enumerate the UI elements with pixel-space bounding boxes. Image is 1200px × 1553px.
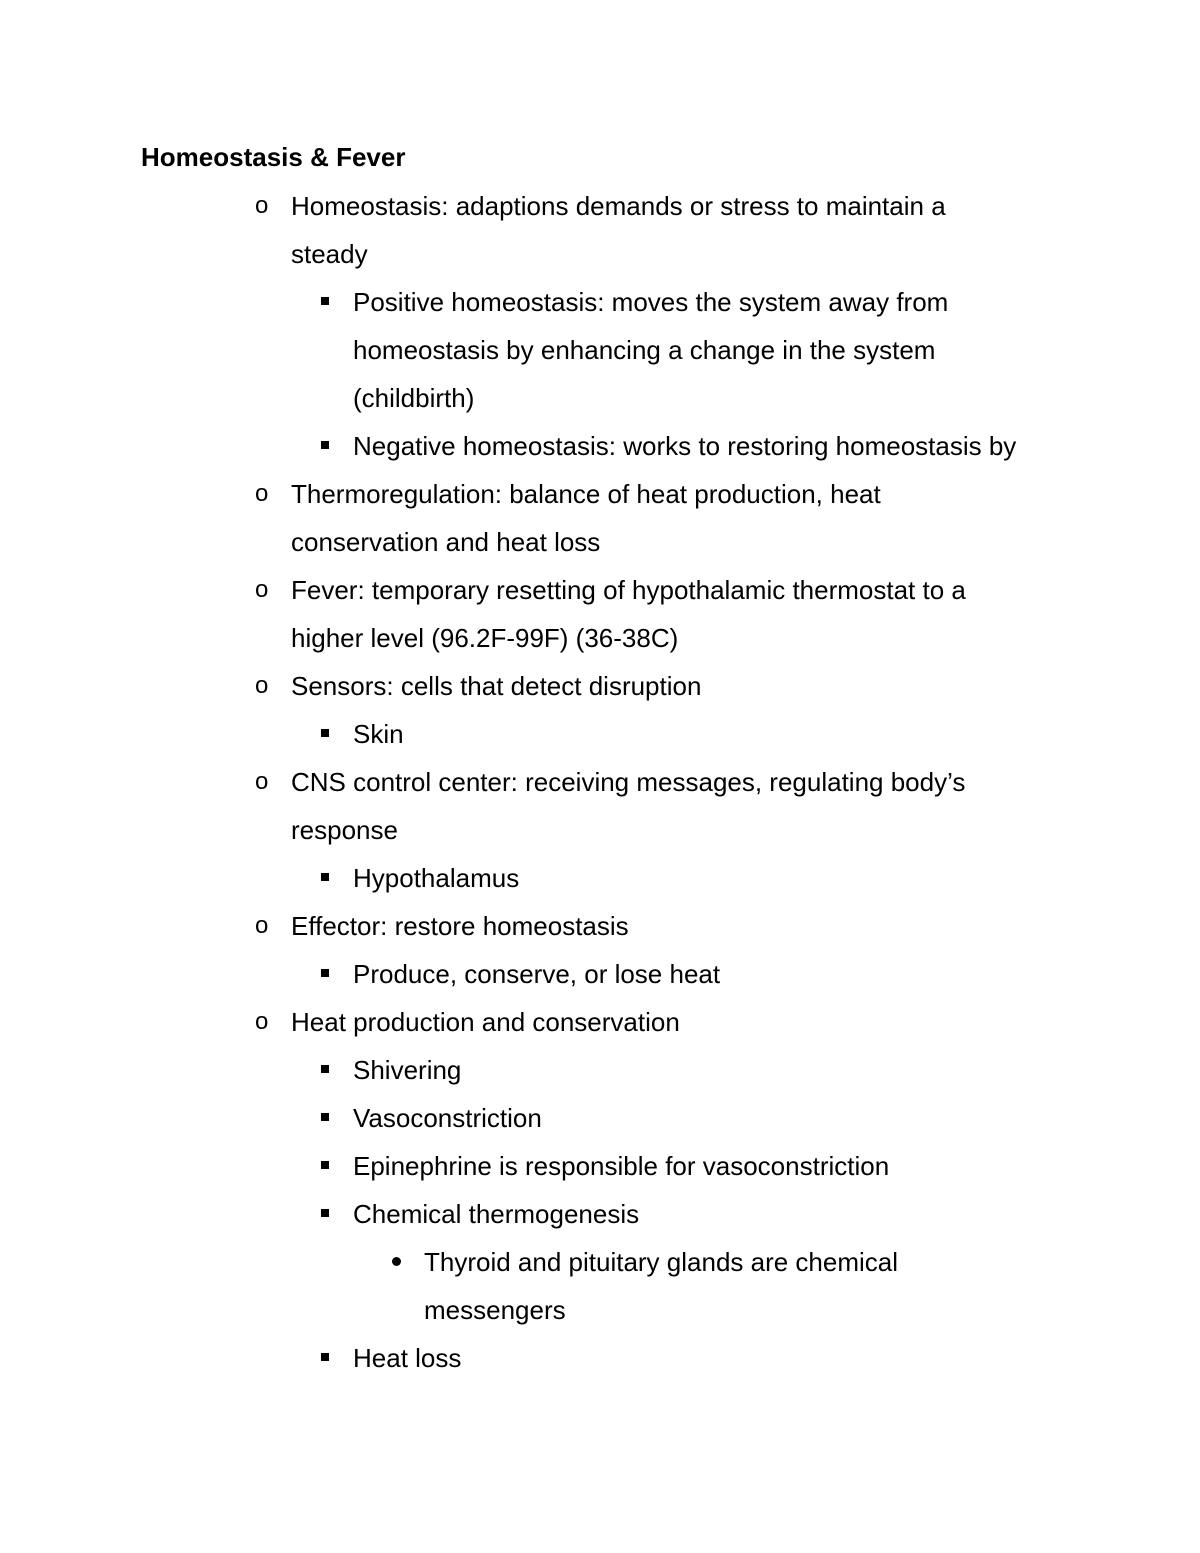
square-bullet-icon: [321, 297, 329, 305]
square-bullet-icon: [321, 729, 329, 737]
outline-item-level-2: [353, 1046, 461, 1094]
item-text-line: Vasoconstriction: [353, 1103, 542, 1133]
outline-item-level-3: [424, 1238, 898, 1334]
dot-bullet-icon: [392, 1257, 401, 1266]
outline-item-level-2: [353, 278, 948, 422]
item-text-line: Heat production and conservation: [291, 1007, 680, 1037]
circle-bullet-icon: o: [255, 576, 269, 603]
outline-item-level-2: [353, 1094, 542, 1142]
outline-item-level-1: [255, 566, 966, 662]
item-text-line: steady: [291, 239, 368, 269]
item-text-line: Hypothalamus: [353, 863, 520, 893]
circle-bullet-icon: o: [255, 768, 269, 795]
item-text-line: (childbirth): [353, 383, 475, 413]
item-text-line: Sensors: cells that detect disruption: [291, 671, 702, 701]
outline-item-level-2: [353, 854, 519, 902]
square-bullet-icon: [321, 1113, 329, 1121]
item-text-line: Fever: temporary resetting of hypothalamic thermostat to a: [291, 575, 966, 605]
square-bullet-icon: [321, 873, 329, 881]
item-text-line: Produce, conserve, or lose heat: [353, 959, 721, 989]
outline-item-level-2: [353, 1190, 639, 1238]
outline-item-level-1: [255, 182, 946, 278]
item-text-line: Heat loss: [353, 1343, 462, 1373]
outline-item-level-2: [353, 950, 720, 998]
circle-bullet-icon: o: [255, 912, 269, 939]
square-bullet-icon: [321, 441, 329, 449]
item-text-line: Negative homeostasis: works to restoring homeostasis by: [353, 431, 1017, 461]
outline-item-level-1: [255, 758, 966, 854]
square-bullet-icon: [321, 1065, 329, 1073]
outline-item-level-1: [255, 470, 881, 566]
document-title: Homeostasis & Fever: [141, 142, 406, 172]
square-bullet-icon: [321, 1161, 329, 1169]
circle-bullet-icon: o: [255, 192, 269, 219]
item-text-line: Thermoregulation: balance of heat production, heat: [291, 479, 881, 509]
circle-bullet-icon: o: [255, 480, 269, 507]
square-bullet-icon: [321, 969, 329, 977]
square-bullet-icon: [321, 1209, 329, 1217]
outline-item-level-1: [255, 902, 629, 950]
item-text-line: messengers: [424, 1295, 566, 1325]
item-text-line: higher level (96.2F-99F) (36-38C): [291, 623, 679, 653]
outline-item-level-1: [255, 662, 702, 710]
item-text-line: Chemical thermogenesis: [353, 1199, 640, 1229]
item-text-line: Shivering: [353, 1055, 462, 1085]
item-text-line: Epinephrine is responsible for vasoconstriction: [353, 1151, 890, 1181]
outline-item-level-2: [353, 1334, 461, 1382]
item-text-line: Thyroid and pituitary glands are chemical: [424, 1247, 899, 1277]
outline-item-level-2: [353, 422, 1016, 470]
square-bullet-icon: [321, 1353, 329, 1361]
item-text-line: homeostasis by enhancing a change in the system: [353, 335, 936, 365]
item-text-line: Positive homeostasis: moves the system away from: [353, 287, 949, 317]
outline-item-level-2: [353, 1142, 889, 1190]
item-text-line: response: [291, 815, 398, 845]
circle-bullet-icon: o: [255, 672, 269, 699]
item-text-line: Homeostasis: adaptions demands or stress to maintain a: [291, 191, 946, 221]
circle-bullet-icon: o: [255, 1008, 269, 1035]
item-text-line: CNS control center: receiving messages, regulating body’s: [291, 767, 966, 797]
outline-item-level-1: [255, 998, 680, 1046]
item-text-line: Effector: restore homeostasis: [291, 911, 629, 941]
item-text-line: conservation and heat loss: [291, 527, 601, 557]
item-text-line: Skin: [353, 719, 404, 749]
outline-item-level-2: [353, 710, 404, 758]
